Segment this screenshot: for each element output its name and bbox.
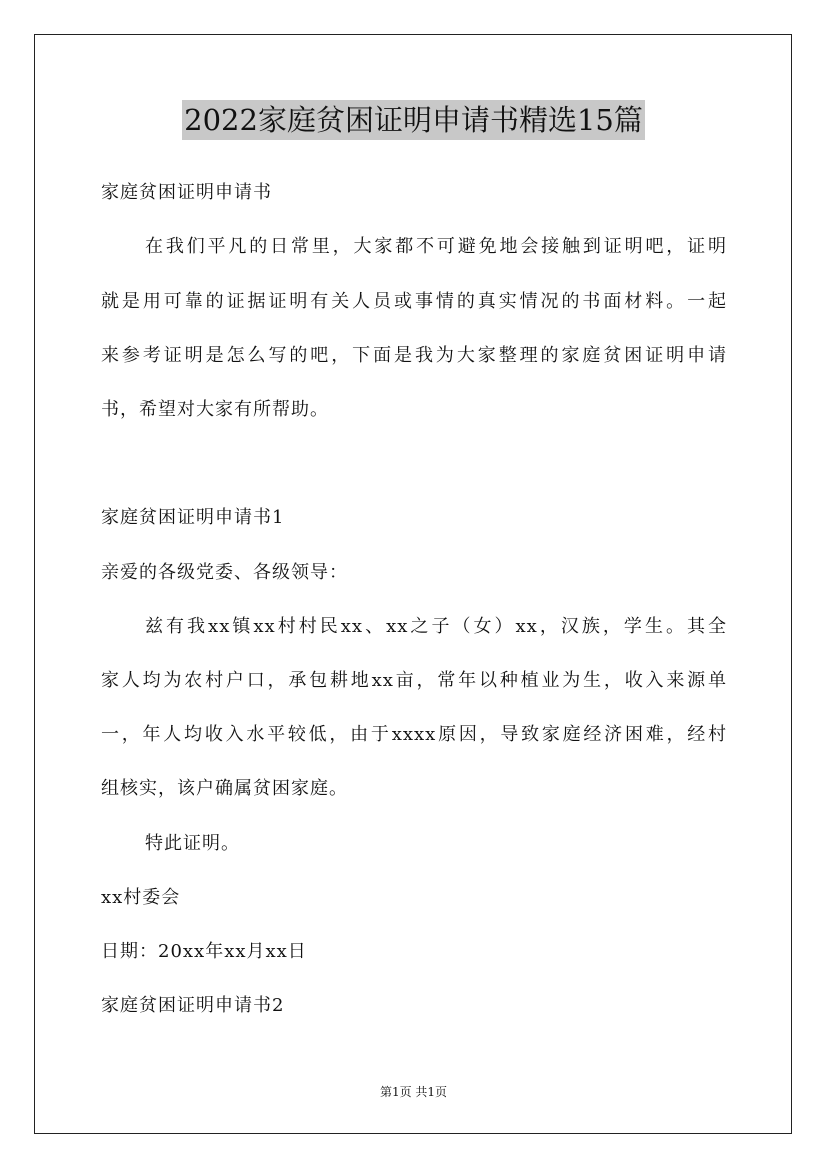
section-heading: 家庭贫困证明申请书2	[101, 995, 285, 1016]
salutation: 亲爱的各级党委、各级领导：	[101, 562, 348, 583]
paragraph-line: 书，希望对大家有所帮助。	[101, 399, 329, 420]
paragraph-line: 一，年人均收入水平较低，由于xxxx原因，导致家庭经济困难，经村	[101, 724, 727, 745]
signature: xx村委会	[101, 887, 181, 908]
section-heading: 家庭贫困证明申请书1	[101, 507, 285, 528]
page-footer: 第1页 共1页	[379, 1085, 448, 1099]
date-line: 日期：20xx年xx月xx日	[101, 941, 307, 962]
section-heading: 家庭贫困证明申请书	[101, 182, 272, 203]
paragraph-line: 兹有我xx镇xx村村民xx、xx之子（女）xx，汉族，学生。其全	[145, 616, 727, 637]
document-title: 2022家庭贫困证明申请书精选15篇	[182, 100, 645, 140]
title-container	[0, 100, 827, 140]
paragraph-line: 在我们平凡的日常里，大家都不可避免地会接触到证明吧，证明	[145, 236, 727, 257]
paragraph-line: 家人均为农村户口，承包耕地xx亩，常年以种植业为生，收入来源单	[101, 670, 727, 691]
paragraph-line: 组核实，该户确属贫困家庭。	[101, 778, 348, 799]
closing-statement: 特此证明。	[145, 833, 240, 854]
paragraph-line: 就是用可靠的证据证明有关人员或事情的真实情况的书面材料。一起	[101, 291, 727, 312]
paragraph-line: 来参考证明是怎么写的吧，下面是我为大家整理的家庭贫困证明申请	[101, 345, 727, 366]
